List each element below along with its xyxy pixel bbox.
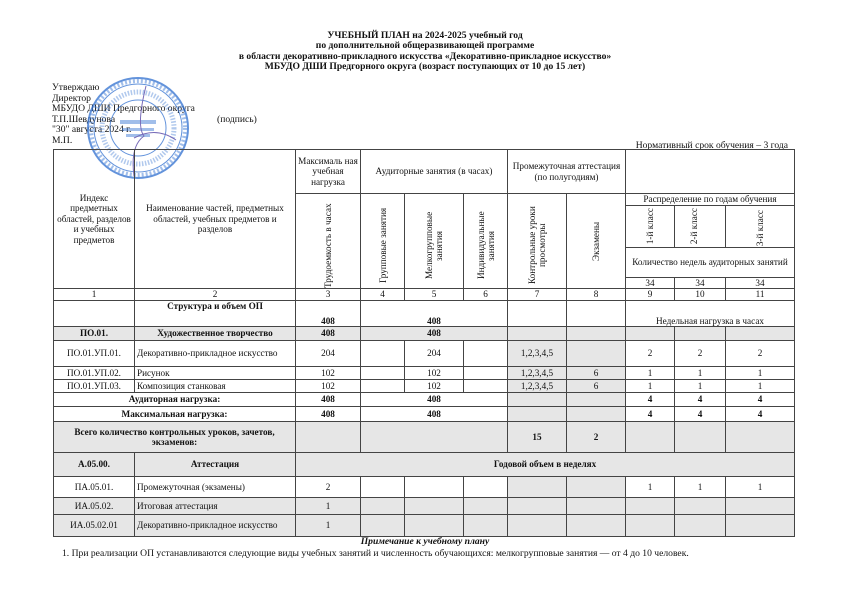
signature-label: (подпись) bbox=[217, 113, 257, 125]
notes-title: Примечание к учебному плану bbox=[360, 536, 490, 547]
approval-line: Утверждаю bbox=[52, 82, 100, 93]
header-class3: 3-й класс bbox=[726, 205, 795, 247]
row-labor: 204 bbox=[296, 341, 361, 367]
header-small-group: Мелкогрупповые занятия bbox=[405, 194, 464, 289]
row-year1: 2 bbox=[626, 341, 675, 367]
row-year3: 1 bbox=[726, 380, 795, 393]
row-small-group: 102 bbox=[405, 380, 464, 393]
attestation-name: Аттестация bbox=[135, 453, 296, 477]
att-row bbox=[54, 515, 795, 537]
col-number: 4 bbox=[361, 289, 405, 301]
row-index: ПО.01.УП.01. bbox=[54, 341, 135, 367]
max-load-year1: 4 bbox=[626, 407, 675, 422]
att-year3: 1 bbox=[726, 477, 795, 498]
row-name: Рисунок bbox=[135, 367, 296, 380]
title-line: МБУДО ДШИ Предгорного округа (возраст поступающих от 10 до 15 лет) bbox=[264, 61, 586, 73]
aud-load-row bbox=[54, 393, 795, 407]
weeks-value: 34 bbox=[626, 277, 675, 289]
row-exams: 6 bbox=[567, 380, 626, 393]
max-load-year2: 4 bbox=[675, 407, 726, 422]
header-class1: 1-й класс bbox=[626, 205, 675, 247]
att-name: Итоговая аттестация bbox=[135, 498, 296, 515]
aud-load-year1: 4 bbox=[626, 393, 675, 407]
max-load-aud: 408 bbox=[361, 407, 508, 422]
note-item: 1. При реализации ОП устанавливаются следующие виды учебных занятий и численность обучающихся: мелкогрупповые занятия — от 4 до 10 человек. bbox=[62, 548, 689, 559]
col-number: 3 bbox=[296, 289, 361, 301]
att-row bbox=[54, 477, 795, 498]
max-load-labor: 408 bbox=[296, 407, 361, 422]
col-number: 1 bbox=[54, 289, 135, 301]
header-max-load: Максималь ная учебная нагрузка bbox=[296, 150, 361, 194]
total-label: Всего количество контрольных уроков, зачетов, экзаменов: bbox=[54, 422, 296, 453]
header-auditory: Аудиторные занятия (в часах) bbox=[361, 150, 508, 194]
aud-load-year2: 4 bbox=[675, 393, 726, 407]
total-row bbox=[54, 422, 795, 453]
row-year2: 1 bbox=[675, 380, 726, 393]
attestation-index: А.05.00. bbox=[54, 453, 135, 477]
curriculum-table bbox=[53, 149, 795, 537]
header-class2: 2-й класс bbox=[675, 205, 726, 247]
normative-term: Нормативный срок обучения – 3 года bbox=[635, 140, 788, 151]
att-name: Промежуточная (экзамены) bbox=[135, 477, 296, 498]
row-control: 1,2,3,4,5 bbox=[508, 380, 567, 393]
row-index: ПО.01.УП.03. bbox=[54, 380, 135, 393]
total-control: 15 bbox=[508, 422, 567, 453]
header-name: Наименование частей, предметных областей, учебных предметов и разделов bbox=[135, 150, 296, 289]
row-labor: 102 bbox=[296, 367, 361, 380]
table-row bbox=[54, 341, 795, 367]
structure-label: Структура и объем ОП bbox=[135, 301, 296, 327]
header-labor: Трудоемкость в часах bbox=[296, 194, 361, 289]
table-row bbox=[54, 380, 795, 393]
row-year3: 2 bbox=[726, 341, 795, 367]
max-load-label: Максимальная нагрузка: bbox=[54, 407, 296, 422]
row-index: ПО.01.УП.02. bbox=[54, 367, 135, 380]
col-number: 8 bbox=[567, 289, 626, 301]
structure-labor: 408 bbox=[296, 301, 361, 327]
header-individual: Индивидуальные занятия bbox=[464, 194, 508, 289]
att-year2: 1 bbox=[675, 477, 726, 498]
document-title bbox=[0, 31, 850, 73]
weeks-value: 34 bbox=[675, 277, 726, 289]
structure-row bbox=[54, 301, 795, 327]
row-control: 1,2,3,4,5 bbox=[508, 341, 567, 367]
aud-load-labor: 408 bbox=[296, 393, 361, 407]
stamp-place-label: М.П. bbox=[52, 134, 73, 146]
col-number: 2 bbox=[135, 289, 296, 301]
total-exams: 2 bbox=[567, 422, 626, 453]
section-name: Художественное творчество bbox=[135, 327, 296, 341]
structure-aud: 408 bbox=[361, 301, 508, 327]
row-small-group: 102 bbox=[405, 367, 464, 380]
att-index: ПА.05.01. bbox=[54, 477, 135, 498]
row-exams bbox=[567, 341, 626, 367]
aud-load-year3: 4 bbox=[726, 393, 795, 407]
header-distribution: Распределение по годам обучения bbox=[626, 194, 795, 206]
title-line: в области декоративно-прикладного искусства «Декоративно-прикладное искусство» bbox=[238, 50, 612, 62]
header-control: Контрольные уроки просмотры bbox=[508, 194, 567, 289]
section-row bbox=[54, 327, 795, 341]
max-load-year3: 4 bbox=[726, 407, 795, 422]
col-number: 9 bbox=[626, 289, 675, 301]
row-small-group: 204 bbox=[405, 341, 464, 367]
att-labor: 1 bbox=[296, 498, 361, 515]
row-name: Композиция станковая bbox=[135, 380, 296, 393]
section-labor: 408 bbox=[296, 327, 361, 341]
col-number: 5 bbox=[405, 289, 464, 301]
att-labor: 2 bbox=[296, 477, 361, 498]
att-labor: 1 bbox=[296, 515, 361, 537]
att-year1: 1 bbox=[626, 477, 675, 498]
annual-volume-label: Годовой объем в неделях bbox=[296, 453, 795, 477]
row-exams: 6 bbox=[567, 367, 626, 380]
header-weeks: Количество недель аудиторных занятий bbox=[626, 247, 795, 277]
attestation-row bbox=[54, 453, 795, 477]
row-control: 1,2,3,4,5 bbox=[508, 367, 567, 380]
row-year1: 1 bbox=[626, 367, 675, 380]
weekly-load-label: Недельная нагрузка в часах bbox=[626, 301, 795, 327]
row-year3: 1 bbox=[726, 367, 795, 380]
header-exams: Экзамены bbox=[567, 194, 626, 289]
row-year2: 2 bbox=[675, 341, 726, 367]
approval-line: Директор bbox=[52, 92, 91, 104]
director-name: Т.П.Шевдунова bbox=[52, 113, 116, 125]
table-row bbox=[54, 367, 795, 380]
att-index: ИА.05.02. bbox=[54, 498, 135, 515]
col-number: 7 bbox=[508, 289, 567, 301]
att-row bbox=[54, 498, 795, 515]
att-index: ИА.05.02.01 bbox=[54, 515, 135, 537]
column-numbers-row bbox=[54, 289, 795, 301]
row-year1: 1 bbox=[626, 380, 675, 393]
approval-line: МБУДО ДШИ Предгорного округа bbox=[52, 103, 195, 115]
section-aud: 408 bbox=[361, 327, 508, 341]
aud-load-aud: 408 bbox=[361, 393, 508, 407]
col-number: 6 bbox=[464, 289, 508, 301]
header-index: Индекс предметных областей, разделов и учебных предметов bbox=[54, 150, 135, 289]
col-number: 11 bbox=[726, 289, 795, 301]
row-year2: 1 bbox=[675, 367, 726, 380]
aud-load-label: Аудиторная нагрузка: bbox=[54, 393, 296, 407]
att-name: Декоративно-прикладное искусство bbox=[135, 515, 296, 537]
title-line: УЧЕБНЫЙ ПЛАН на 2024-2025 учебный год bbox=[327, 30, 523, 41]
approval-block bbox=[52, 82, 257, 147]
header-blank bbox=[626, 150, 795, 194]
weeks-value: 34 bbox=[726, 277, 795, 289]
header-group: Групповые занятия bbox=[361, 194, 405, 289]
max-load-row bbox=[54, 407, 795, 422]
row-labor: 102 bbox=[296, 380, 361, 393]
section-index: ПО.01. bbox=[54, 327, 135, 341]
approval-date: "30" августа 2024 г. bbox=[52, 124, 132, 136]
row-name: Декоративно-прикладное искусство bbox=[135, 341, 296, 367]
title-line: по дополнительной общеразвивающей программе bbox=[315, 40, 535, 52]
col-number: 10 bbox=[675, 289, 726, 301]
header-interim: Промежуточная аттестация (по полугодиям) bbox=[508, 150, 626, 194]
